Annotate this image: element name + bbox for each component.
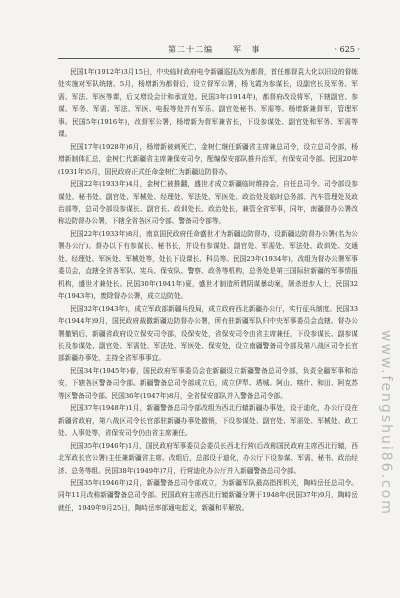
watermark-text: www.fengshui86.com [378,330,394,516]
paragraph: 民国34年(1945年)春，国民政府军事委员会在新疆设立新疆警备总司令部，负责全疆军事和治安，下辖各区警备司令部。新疆警备总司令部成立后，成立伊犁、塔城、阿山、喀什、和田、阿克苏等区警备司令部。民国36年(1947年)8月，全省保安部队并入警备总司令部。 [58,366,358,400]
section-title: 军 事 [233,45,264,54]
paragraph: 民国32年(1943年)，成立军政部新疆兵役局，成立政府西北新疆办公厅，实行征兵制度。民国33年(1944年)9月，国民政府裁撤新疆边防督办公署，所有驻新疆军队归中央军事委员会直辖。督办公署撤销后，新疆省政府设立保安司令部，设保安处，省保安司令由省主席兼任，下设参谋长、副参谋长及参谋处、副官处、军需处、军法处、军医处、保安处，设立南疆警备司令部及第八战区司令长官部新疆办事处，主持全省军事事宜。 [58,304,358,363]
chapter-title: 第二十二编 [168,45,213,54]
body-text [58,66,358,514]
paragraph: 民国22年(1933年)4月，金树仁被推翻，盛世才成立新疆临时维持会，自任总司令。司令部设参谋处、秘书处、副官处、军械处、经理处、军法处、军医处、政治处及临时总务部、汽车管理处及政治部等，总司令部设参谋长、副官长、政训处长、政治处长，兼管全省军事，同年，南疆督办公署改称边防督办公署，下辖全省各区司令部、警备司令部等。 [58,180,358,226]
paragraph: 民国35年(1946年)1月，国民政府军事委员会委员长西北行营(后改称国民政府主席西北行辕，西北军政长官公署)主任兼新疆省主席。改组后，总部设于迪化，办公厅下设参谋、军需、秘书、政治经济、总务等组。民国38年(1949年)7月，行营迪化办公厅并入新疆警备总司令部。 [58,441,358,475]
paragraph: 民国37年(1948年)1月，新疆警备总司令部改组为西北行辕新疆办事处，设于迪化，办公厅设在新疆省政府，第八战区司令长官部驻新疆办事处撤销，下设参谋处、副官处、军需处、军械处、政工处、人事处等，省保安司令仍由省主席兼任。 [58,404,358,438]
paragraph: 民国1年(1912年)3月15日，中央临时政府电令新疆巡抚改为都督，首任都督袁大化以旧设的督练处实施对军队统辖。5月，杨增新为都督后，设立督军公署，杨飞霞为参谋长，设副官长及军务、军需、军法、军医等课，后又增设会计和承宣处。民国3年(1914年)，都督府改设将军，下辖副官、参谋、军务、军需、军法、军医、电报等处并有军乐、副官处秘书、军需等。杨增新兼督军，管理军事。民国5年(1916年)，改督军公署，杨增新为督军兼省长，下设参谋处、副官处和军务、军需等课。 [58,68,358,139]
page-number: · 625 · [334,45,360,54]
header-rule [58,58,360,59]
paragraph: 民国17年(1928年)6月，杨增新被刺死亡，金树仁继任新疆省主席兼总司令，设立总司令部，杨增新制体汇总，金树仁代新疆省主席兼保安司令，配编保安部队推升治军，有保安司令部。民国20年(1931年)5月，国民政府正式任命金树仁为新疆边防督办。 [58,142,358,176]
paragraph: 民国22年(1933年)8月，南京国民政府任命盛世才为新疆边防督办，设新疆边防督办公署(名为公署办公厅)。督办以下有参谋长、秘书长，并设有参谋处、副官处、军需处、军法处、政训处、交通处、经理处、军医处、军械处等，处长下设课长、科员等。民国23年(1934年)，改组为督办公署军事委员会，直辖全省各军队、宪兵、保安队、警察、政务等机构，总务处是第三国际驻新疆的军事情报机构，盛世才兼处长。民国30年(1941年)夏，盛世才制造所谓阴谋暴动案，屠杀进步人士，民国32年(1943年)，废除督办公署，成立边防处。 [58,229,358,301]
paragraph: 民国35年(1946年)2月，新疆警备总司令部成立，为新疆军队最高指挥机关，陶峙岳任总司令。同年11月改称新疆警备总司令部。民国政府主席西北行辕新疆分署于1948年(民国37年)9月，陶峙岳就任，1949年9月25日，陶峙岳率部通电起义，新疆和平解放。 [58,478,358,512]
page-header [58,44,360,56]
